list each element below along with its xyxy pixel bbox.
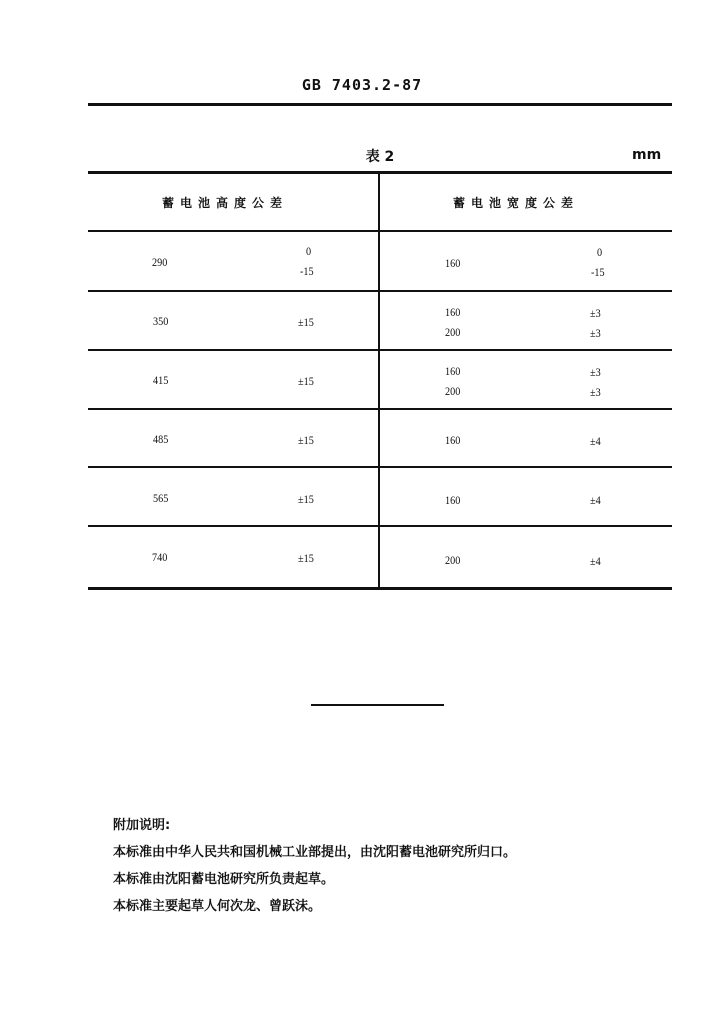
standard-number: GB 7403.2-87 bbox=[301, 76, 423, 94]
width-tolerance: ±4 bbox=[590, 434, 601, 448]
row-divider bbox=[88, 349, 672, 351]
header-rule bbox=[88, 103, 672, 106]
height-value: 415 bbox=[153, 373, 169, 387]
width-tolerance: ±3 bbox=[590, 326, 601, 340]
width-value: 200 bbox=[445, 384, 461, 398]
height-value: 350 bbox=[153, 314, 169, 328]
height-tolerance: ±15 bbox=[298, 374, 314, 388]
table-bottom-rule bbox=[88, 587, 672, 590]
width-tolerance: ±3 bbox=[590, 365, 601, 379]
end-rule bbox=[311, 704, 444, 706]
width-tolerance: ±3 bbox=[590, 306, 601, 320]
column-header-height-tolerance: 蓄电池高度公差 bbox=[162, 196, 289, 210]
notes-title: 附加说明: bbox=[113, 818, 171, 833]
height-tolerance-upper: 0 bbox=[306, 244, 312, 258]
width-tolerance: ±4 bbox=[590, 493, 601, 507]
height-value: 740 bbox=[152, 550, 168, 564]
notes-line: 本标准由沈阳蓄电池研究所负责起草。 bbox=[113, 872, 335, 887]
width-value: 200 bbox=[445, 325, 461, 339]
height-value: 565 bbox=[153, 491, 169, 505]
row-divider bbox=[88, 466, 672, 468]
width-tolerance: ±3 bbox=[590, 385, 601, 399]
width-value: 160 bbox=[445, 305, 461, 319]
width-value: 160 bbox=[445, 493, 461, 507]
row-divider bbox=[88, 525, 672, 527]
table-caption: 表 2 bbox=[365, 149, 395, 165]
notes-line: 本标准由中华人民共和国机械工业部提出，由沈阳蓄电池研究所归口。 bbox=[113, 845, 517, 860]
table-header-rule bbox=[88, 230, 672, 232]
width-value: 160 bbox=[445, 256, 461, 270]
width-value: 160 bbox=[445, 433, 461, 447]
height-value: 290 bbox=[152, 255, 168, 269]
width-tolerance-upper: 0 bbox=[597, 245, 603, 259]
height-tolerance: ±15 bbox=[298, 492, 314, 506]
width-tolerance-lower: -15 bbox=[591, 265, 605, 279]
width-value: 160 bbox=[445, 364, 461, 378]
notes-line: 本标准主要起草人何次龙、曾跃沫。 bbox=[113, 899, 322, 914]
column-header-width-tolerance: 蓄电池宽度公差 bbox=[453, 196, 580, 210]
additional-notes bbox=[113, 812, 516, 920]
height-tolerance: ±15 bbox=[298, 433, 314, 447]
row-divider bbox=[88, 290, 672, 292]
height-tolerance: ±15 bbox=[298, 315, 314, 329]
height-tolerance: ±15 bbox=[298, 551, 314, 565]
height-value: 485 bbox=[153, 432, 169, 446]
table-top-rule bbox=[88, 171, 672, 174]
height-tolerance-lower: -15 bbox=[300, 264, 314, 278]
width-tolerance: ±4 bbox=[590, 554, 601, 568]
table-unit: mm bbox=[632, 147, 662, 163]
row-divider bbox=[88, 408, 672, 410]
width-value: 200 bbox=[445, 553, 461, 567]
